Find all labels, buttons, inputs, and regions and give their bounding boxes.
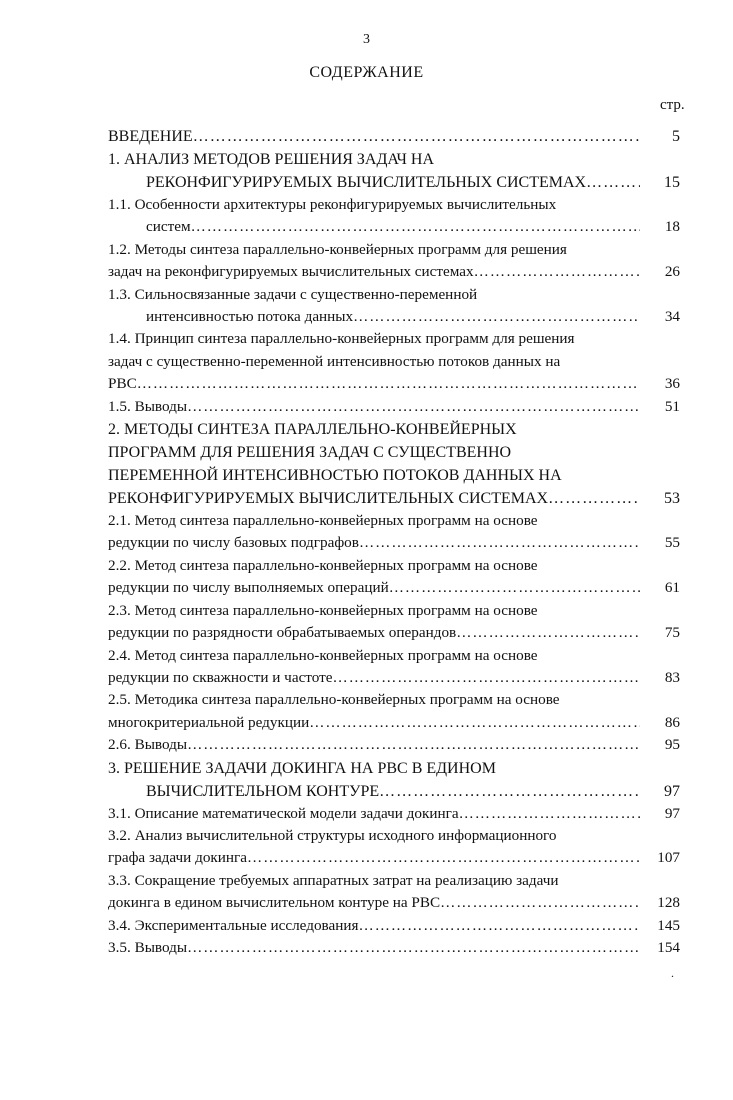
toc-page-number: 61 xyxy=(664,579,680,597)
toc-entry-text: ПРОГРАММ ДЛЯ РЕШЕНИЯ ЗАДАЧ С СУЩЕСТВЕННО xyxy=(108,444,512,462)
page-number: 3 xyxy=(363,32,370,47)
toc-entry-text: интенсивностью потока данных xyxy=(146,308,354,326)
dot-leader xyxy=(137,373,640,395)
toc-entry xyxy=(108,870,680,915)
toc-entry-text: 1.5. Выводы xyxy=(108,397,188,415)
toc-page-number: 26 xyxy=(664,263,680,281)
toc-page-number: 97 xyxy=(664,782,680,800)
toc-entry-text: 3. РЕШЕНИЕ ЗАДАЧИ ДОКИНГА НА РВС В ЕДИНОМ xyxy=(108,759,496,777)
toc-entry xyxy=(108,328,680,395)
toc-entry-text: 3.4. Экспериментальные исследования xyxy=(108,916,359,934)
dot-leader xyxy=(389,577,640,599)
toc-entry xyxy=(108,734,680,756)
table-of-contents xyxy=(108,125,680,959)
toc-entry xyxy=(108,284,680,329)
toc-entry-text: 1.3. Сильносвязанные задачи с существенно-переменной xyxy=(108,285,478,303)
toc-page-number: 83 xyxy=(664,668,680,686)
stray-mark: . xyxy=(671,966,674,980)
toc-page-number: 128 xyxy=(657,894,680,912)
toc-entry-text: редукции по скважности и частоте xyxy=(108,668,333,686)
toc-entry xyxy=(108,689,680,734)
toc-page-number: 51 xyxy=(664,397,680,415)
dot-leader xyxy=(440,892,640,914)
dot-leader xyxy=(474,261,640,283)
toc-entry xyxy=(108,915,680,937)
toc-entry-text: редукции по числу базовых подграфов xyxy=(108,534,359,552)
toc-entry-text: редукции по числу выполняемых операций xyxy=(108,579,389,597)
toc-entry-text: 2.6. Выводы xyxy=(108,736,188,754)
dot-leader xyxy=(586,171,640,194)
toc-entry xyxy=(108,418,680,510)
toc-entry xyxy=(108,148,680,194)
toc-page-number: 95 xyxy=(664,736,680,754)
toc-entry-text: ВВЕДЕНИЕ xyxy=(108,128,193,145)
toc-entry-text: 2.2. Метод синтеза параллельно-конвейерных программ на основе xyxy=(108,556,538,574)
toc-entry xyxy=(108,194,680,239)
toc-entry-text: 2.4. Метод синтеза параллельно-конвейерных программ на основе xyxy=(108,646,538,664)
toc-entry-text: 1.4. Принцип синтеза параллельно-конвейерных программ для решения xyxy=(108,330,575,348)
dot-leader xyxy=(193,125,640,148)
toc-entry-text: многокритериальной редукции xyxy=(108,713,310,731)
toc-entry-text: ВЫЧИСЛИТЕЛЬНОМ КОНТУРЕ xyxy=(146,782,380,800)
toc-entry-text: систем xyxy=(146,218,191,236)
toc-entry xyxy=(108,600,680,645)
toc-entry-text: 3.3. Сокращение требуемых аппаратных затрат на реализацию задачи xyxy=(108,871,559,889)
toc-entry-text: 3.5. Выводы xyxy=(108,938,188,956)
toc-entry-text: 3.1. Описание математической модели задачи докинга xyxy=(108,804,459,822)
dot-leader xyxy=(353,306,640,328)
toc-entry-text: докинга в едином вычислительном контуре на РВС xyxy=(108,894,441,912)
dot-leader xyxy=(247,847,640,869)
toc-entry-text: 2. МЕТОДЫ СИНТЕЗА ПАРАЛЛЕЛЬНО-КОНВЕЙЕРНЫХ xyxy=(108,421,517,439)
toc-entry-text: задач с существенно-переменной интенсивностью потоков данных на xyxy=(108,352,561,370)
toc-page-number: 18 xyxy=(664,218,680,236)
dot-leader xyxy=(379,780,640,803)
toc-page-number: 145 xyxy=(657,916,680,934)
toc-entry-text: РЕКОНФИГУРИРУЕМЫХ ВЫЧИСЛИТЕЛЬНЫХ СИСТЕМАХ xyxy=(146,174,587,191)
toc-entry-text: РВС xyxy=(108,375,137,393)
toc-page-number: 107 xyxy=(657,849,680,867)
dot-leader xyxy=(187,734,640,756)
toc-page-number: 53 xyxy=(664,490,680,508)
toc-entry-text: 1. АНАЛИЗ МЕТОДОВ РЕШЕНИЯ ЗАДАЧ НА xyxy=(108,151,435,168)
toc-entry-text: РЕКОНФИГУРИРУЕМЫХ ВЫЧИСЛИТЕЛЬНЫХ СИСТЕМАХ xyxy=(108,490,549,508)
toc-page-number: 36 xyxy=(664,375,680,393)
toc-entry-text: 2.5. Методика синтеза параллельно-конвейерных программ на основе xyxy=(108,691,560,709)
dot-leader xyxy=(456,622,640,644)
toc-entry xyxy=(108,757,680,803)
dot-leader xyxy=(187,396,640,418)
toc-page-number: 75 xyxy=(664,624,680,642)
toc-entry xyxy=(108,825,680,870)
toc-entry-text: 2.3. Метод синтеза параллельно-конвейерных программ на основе xyxy=(108,601,538,619)
dot-leader xyxy=(359,915,641,937)
toc-entry xyxy=(108,645,680,690)
toc-page-number: 15 xyxy=(664,174,680,191)
toc-entry-text: 3.2. Анализ вычислительной структуры исходного информационного xyxy=(108,826,557,844)
toc-page-number: 34 xyxy=(664,308,680,326)
page-title: СОДЕРЖАНИЕ xyxy=(309,64,424,81)
toc-entry xyxy=(108,396,680,418)
toc-entry xyxy=(108,555,680,600)
pages-column-label: стр. xyxy=(660,97,685,113)
toc-page-number: 5 xyxy=(672,128,680,145)
toc-entry-text: 2.1. Метод синтеза параллельно-конвейерных программ на основе xyxy=(108,512,538,530)
toc-entry-text: редукции по разрядности обрабатываемых операндов xyxy=(108,624,457,642)
toc-entry xyxy=(108,125,680,148)
toc-page-number: 55 xyxy=(664,534,680,552)
toc-entry-text: ПЕРЕМЕННОЙ ИНТЕНСИВНОСТЬЮ ПОТОКОВ ДАННЫХ НА xyxy=(108,467,562,485)
dot-leader xyxy=(548,487,640,510)
dot-leader xyxy=(459,803,640,825)
dot-leader xyxy=(359,532,640,554)
toc-page-number: 154 xyxy=(657,938,680,956)
toc-entry-text: 1.2. Методы синтеза параллельно-конвейерных программ для решения xyxy=(108,240,567,258)
dot-leader xyxy=(187,937,640,959)
toc-page-number: 97 xyxy=(664,804,680,822)
toc-entry xyxy=(108,510,680,555)
toc-entry xyxy=(108,803,680,825)
toc-entry-text: 1.1. Особенности архитектуры реконфигурируемых вычислительных xyxy=(108,196,557,213)
toc-entry xyxy=(108,937,680,959)
dot-leader xyxy=(191,216,640,238)
dot-leader xyxy=(309,712,640,734)
toc-entry-text: графа задачи докинга xyxy=(108,849,248,867)
toc-entry xyxy=(108,239,680,284)
dot-leader xyxy=(333,667,640,689)
toc-page-number: 86 xyxy=(664,713,680,731)
toc-entry-text: задач на реконфигурируемых вычислительных системах xyxy=(108,263,474,281)
